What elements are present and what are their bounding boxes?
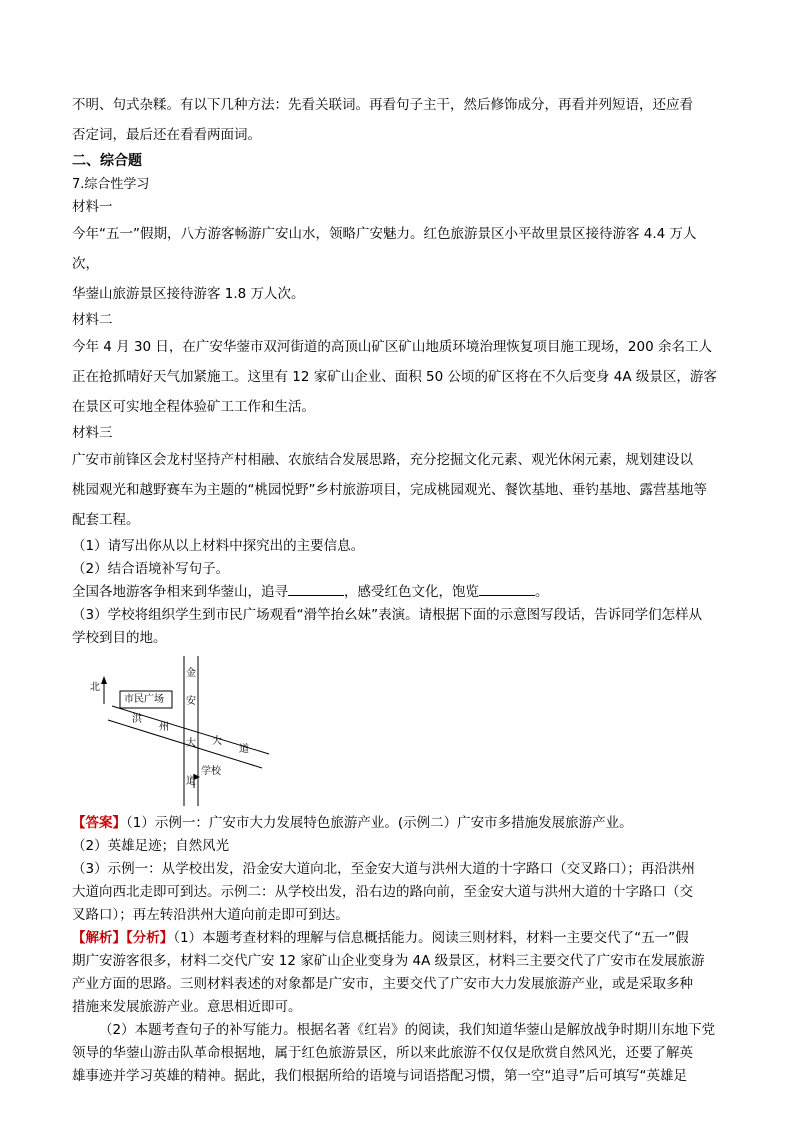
question-3-line-1: （3）学校将组织学生到市民广场观看“滑竿抬幺妹”表演。请根据下面的示意图写段话，告诉同学们怎样从 <box>72 607 703 623</box>
analysis-p1-line-2: 期广安游客很多，材料二交代广安 12 家矿山企业变身为 4A 级景区，材料三主要交代了广安市在发展旅游 <box>72 953 705 969</box>
material-2-label: 材料二 <box>72 312 113 328</box>
school-label: 学校 <box>201 766 221 777</box>
intro-line-1: 不明、句式杂糅。有以下几种方法：先看关联词。再看句子主干，然后修饰成分，再看并列短语，还应看 <box>72 97 693 113</box>
material-3-line-3: 配套工程。 <box>72 512 140 528</box>
analysis-p1-line-1: （1）本题考查材料的理解与信息概括能力。阅读三则材料，材料一主要交代了“五一”假 <box>173 930 689 946</box>
material-1-label: 材料一 <box>72 199 113 215</box>
answer-2: （2）英雄足迹；自然风光 <box>72 838 230 854</box>
dadao-char-1: 大 <box>212 736 222 747</box>
answer-line-1 <box>72 812 722 835</box>
analysis-p2-line-2: 领导的华蓥山游击队革命根据地，属于红色旅游景区，所以来此旅游不仅仅是欣赏自然风光，还要了解英 <box>72 1045 693 1061</box>
jinan-da-char-2: 道 <box>186 776 196 787</box>
dadao-char-2: 道 <box>239 744 249 755</box>
jinan-char-1: 金 <box>186 668 196 679</box>
north-label: 北 <box>90 682 100 693</box>
answer-label: 【答案】 <box>72 815 126 831</box>
answer-1: （1）示例一：广安市大力发展特色旅游产业。(示例二）广安市多措施发展旅游产业。 <box>126 815 633 831</box>
question-2-sentence <box>72 581 722 604</box>
material-1-line-1: 今年“五一”假期，八方游客畅游广安山水，领略广安魅力。红色旅游景区小平故里景区接待游客 4.4 万人次， <box>72 226 697 272</box>
question-3-line-2: 学校到目的地。 <box>72 630 167 646</box>
material-3-line-2: 桃园观光和越野赛车为主题的“桃园悦野”乡村旅游项目，完成桃园观光、餐饮基地、垂钓基地、露营基地等 <box>72 482 707 498</box>
hongzhou-char-2: 州 <box>159 722 169 733</box>
section-heading: 二、综合题 <box>72 153 142 169</box>
answer-blank-1[interactable] <box>288 581 344 596</box>
question-2-sentence-part-a: 全国各地游客争相来到华蓥山，追寻 <box>72 584 288 600</box>
answer-3-line-2: 大道向西北走即可到达。示例二：从学校出发，沿右边的路向前，至金安大道与洪州大道的十字路口（交 <box>72 884 693 900</box>
document-content <box>72 90 722 1088</box>
material-3-label: 材料三 <box>72 425 113 441</box>
material-1-line-2: 华蓥山旅游景区接待游客 1.8 万人次。 <box>72 286 305 302</box>
route-map <box>84 656 284 806</box>
question-2: （2）结合语境补写句子。 <box>72 561 230 577</box>
answer-3-line-3: 叉路口）；再左转沿洪州大道向前走即可到达。 <box>72 907 349 923</box>
material-2-line-1: 今年 4 月 30 日，在广安华蓥市双河街道的高顶山矿区矿山地质环境治理恢复项目施工现场，200 余名工人 <box>72 339 712 355</box>
intro-line-2: 否定词，最后还在看看两面词。 <box>72 127 261 143</box>
analysis-p2-line-1: （2）本题考查句子的补写能力。根据名著《红岩》的阅读，我们知道华蓥山是解放战争时期川东地下党 <box>99 1022 716 1038</box>
route-map-lines <box>84 656 284 806</box>
plaza-label: 市民广场 <box>124 694 164 705</box>
material-3-line-1: 广安市前锋区会龙村坚持产村相融、农旅结合发展思路，充分挖掘文化元素、观光休闲元素，规划建设以 <box>72 452 693 468</box>
question-2-sentence-part-c: 。 <box>535 584 549 600</box>
jinan-da-char-1: 大 <box>186 738 196 749</box>
analysis-p1-line-4: 措施来发展旅游产业。意思相近即可。 <box>72 999 302 1015</box>
answer-blank-2[interactable] <box>479 581 535 596</box>
analysis-p1-line-3: 产业方面的思路。三则材料表述的对象都是广安市，主要交代了广安市大力发展旅游产业，或是采取多种 <box>72 976 693 992</box>
jinan-char-2: 安 <box>186 696 196 707</box>
analysis-line-1 <box>72 927 722 950</box>
answer-3-line-1: （3）示例一：从学校出发，沿金安大道向北，至金安大道与洪州大道的十字路口（交叉路口）；再沿洪州 <box>72 861 695 877</box>
material-2-line-2: 正在抢抓晴好天气加紧施工。这里有 12 家矿山企业、面积 50 公顷的矿区将在不久后变身 4A 级景区，游客 <box>72 369 717 385</box>
question-1: （1）请写出你从以上材料中探究出的主要信息。 <box>72 538 365 554</box>
question-title: 7.综合性学习 <box>72 177 150 192</box>
analysis-label: 【解析】【分析】 <box>72 930 174 946</box>
question-2-sentence-part-b: ，感受红色文化，饱览 <box>344 584 479 600</box>
material-2-line-3: 在景区可实地全程体验矿工工作和生活。 <box>72 399 315 415</box>
hongzhou-char-1: 洪 <box>132 714 142 725</box>
analysis-p2-line-3: 雄事迹并学习英雄的精神。据此，我们根据所给的语境与词语搭配习惯，第一空“追寻”后可填写“英雄足 <box>72 1068 687 1084</box>
